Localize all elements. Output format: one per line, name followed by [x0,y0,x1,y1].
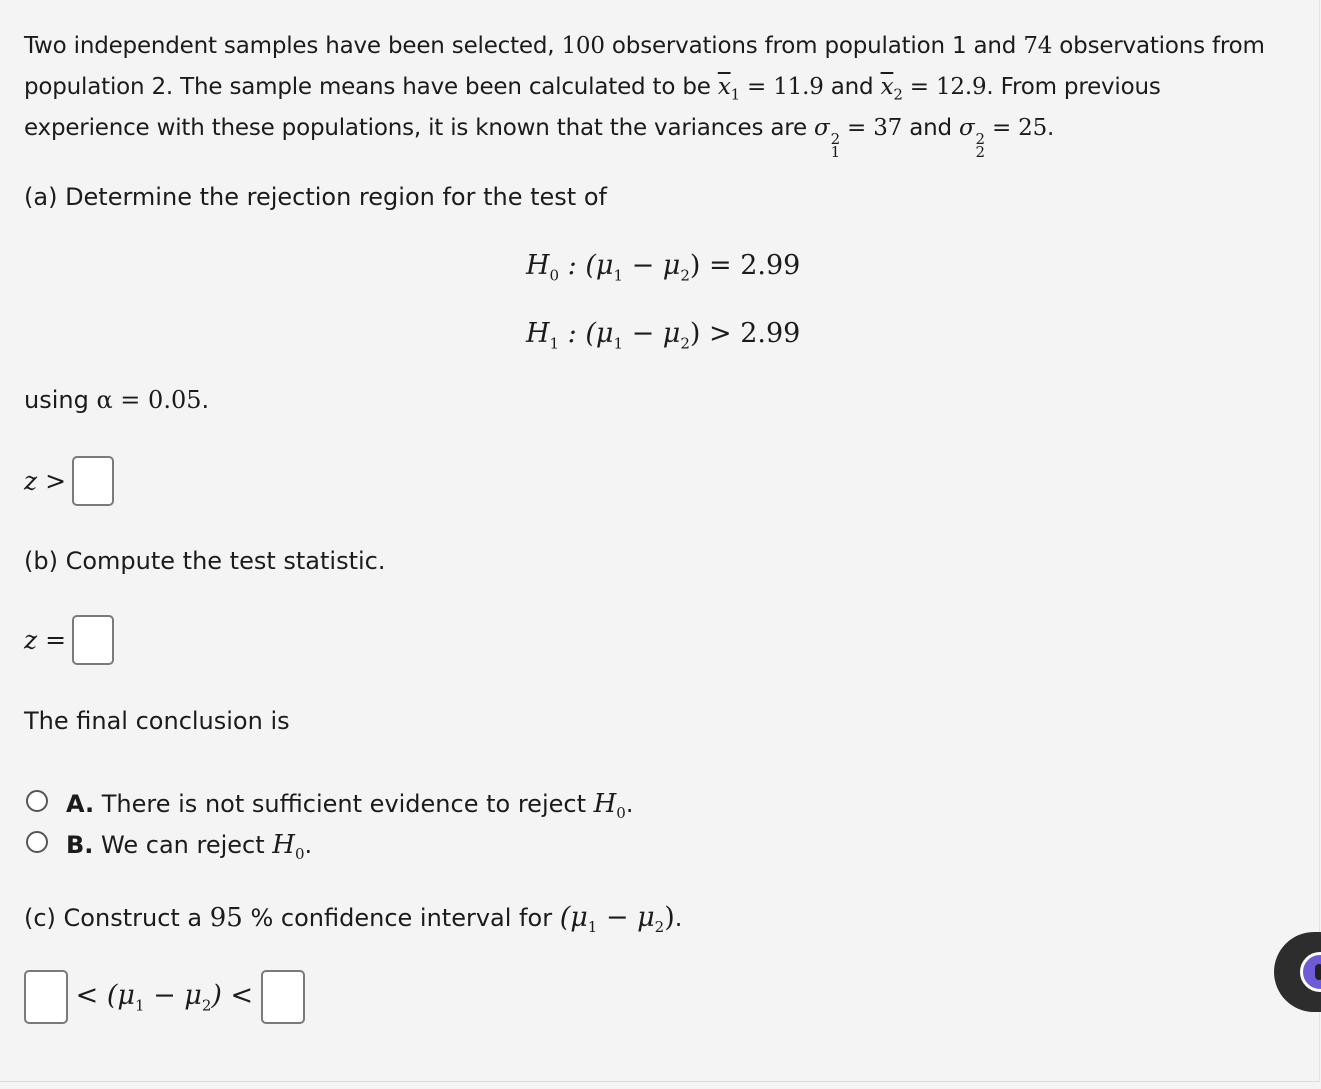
var1-value: = 37 [839,115,903,141]
text: . [1047,115,1055,141]
sub: 0 [294,844,305,863]
test-statistic-row [24,615,114,665]
text: : (μ [559,318,614,349]
alpha-value: α = 0.05 [96,386,202,414]
text: − μ [622,250,681,281]
sub: 2 [975,143,985,161]
text: − μ [622,318,681,349]
confidence-level: 95 [209,903,243,933]
n2-value: 74 [1023,33,1053,59]
xbar2-symbol: $\overline{x}$ [880,74,894,100]
sub: 2 [201,996,212,1015]
text: − μ [144,979,202,1011]
option-key: A. [66,790,95,818]
text: population 2. The sample means have been calculated to be [24,74,718,100]
option-text: There is not sufficient evidence to reject [94,790,594,818]
h-symbol: H [526,250,550,281]
test-statistic-input[interactable] [72,615,114,665]
part-a-label: (a) Determine the rejection region for the test of [24,183,607,211]
alternative-hypothesis [526,318,800,352]
assistant-eye-icon [1315,964,1321,980]
h-symbol: H [526,318,550,349]
text: and [823,74,881,100]
text: . [674,904,683,932]
sub: 0 [549,266,560,285]
part-b-label: (b) Compute the test statistic. [24,547,386,575]
z-label: z = [24,625,67,655]
text: (c) Construct a [24,904,210,932]
ci-expression [75,979,254,1015]
text: . [625,790,634,818]
xbar1-sub: 1 [730,85,740,104]
sub: 1 [549,334,560,353]
sub: 1 [134,996,145,1015]
option-a-radio[interactable] [26,790,48,812]
ci-lower-input[interactable] [24,970,68,1024]
text: % confidence interval for [242,904,560,932]
text: : (μ [559,250,614,281]
text: and [902,115,959,141]
conclusion-label: The final conclusion is [24,707,290,735]
sigma2-symbol: σ [958,115,975,141]
text: using [24,386,97,414]
text: − μ [597,902,655,933]
option-b-label[interactable] [66,830,312,863]
sup: 2 [830,130,840,148]
assistant-icon [1300,952,1321,992]
rejection-region-input[interactable] [72,456,114,506]
xbar1-value: = 11.9 [739,74,824,100]
option-key: B. [66,831,94,859]
sigma2-scripts [975,130,985,161]
text: ) < [211,979,254,1011]
sub: 0 [616,803,626,822]
ci-upper-input[interactable] [261,970,305,1024]
rejection-region-row [24,456,114,506]
sub: 2 [654,917,665,936]
option-b-radio[interactable] [26,831,48,853]
text: observations from [1052,33,1265,59]
sub: 1 [587,917,598,936]
part-c-label [24,902,682,936]
text: ) [664,902,675,933]
sub: 1 [830,143,840,161]
sup: 2 [975,130,985,148]
null-hypothesis [526,250,800,284]
text: Two independent samples have been selected, [24,33,562,59]
option-text: We can reject [93,831,273,859]
text: . [304,831,313,859]
confidence-interval-row [24,970,305,1024]
sub: 1 [613,266,623,285]
sub: 1 [613,334,623,353]
xbar2-value: = 12.9 [902,74,987,100]
var2-value: = 25 [984,115,1048,141]
text: ) = 2.99 [689,250,801,281]
text: < (μ [75,979,135,1011]
text: observations from population 1 and [604,33,1024,59]
sub: 2 [680,334,690,353]
h-symbol: H [593,789,617,819]
text: ) > 2.99 [689,318,801,349]
sigma1-scripts [830,130,840,161]
n1-value: 100 [561,33,605,59]
alpha-line [24,386,209,414]
xbar2-sub: 2 [893,85,903,104]
text: . [201,386,210,414]
problem-statement [24,26,1321,161]
xbar1-symbol: $\overline{x}$ [717,74,731,100]
h-symbol: H [272,830,295,860]
text: experience with these populations, it is known that the variances are [24,115,815,141]
sigma1-symbol: σ [814,115,830,141]
option-a-label[interactable] [66,789,633,822]
sub: 2 [680,266,690,285]
text: . From previous [986,74,1161,100]
text: (μ [559,902,588,933]
z-label: z > [24,466,67,496]
